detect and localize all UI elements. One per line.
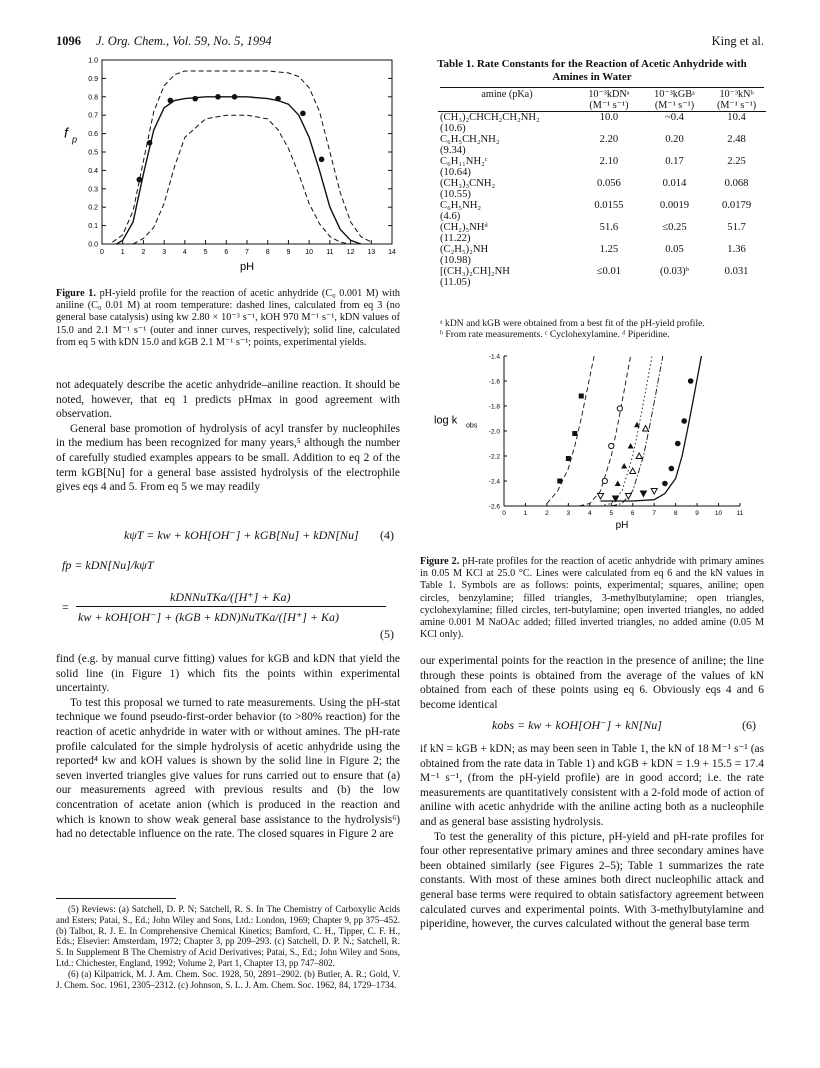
data-point-square [557,479,562,484]
table-cell-pka: (4.6) [440,211,461,222]
series-line-solid [117,97,361,244]
equation-6-number: (6) [742,718,756,732]
data-point-filled-circle [681,418,687,424]
data-point [168,98,174,104]
table-1-title: Table 1. Rate Constants for the Reaction of Acetic Anhydride with Amines in Water [437,58,747,83]
table-cell-empty [576,233,642,244]
x-tick-label: 11 [736,510,744,517]
table-cell-amine: C₆H₅NH₂ [440,200,482,211]
table-row-pka [438,211,766,222]
table-cell-kdn: 1.25 [599,244,619,255]
data-point-filled-circle [669,466,675,472]
table-row [438,200,766,211]
table-cell-empty [642,277,707,288]
table-cell-kgb: 0.05 [665,244,684,255]
x-axis-label: pH [239,261,255,273]
paragraph: To test the generality of this picture, pH-yield and pH-rate profiles for four other representative primary amines and three secondary amines have been obtained similarly (see Figures 2–5); Table 1 summarizes the rate constants. With most of these amines both direct nucleophilic attack and general base terms were required to obtain satisfactory agreement between calculated curves and experimental points. With 3-methylbutylamine and piperidine, however, the curves calculated without the general base term [420,830,764,931]
x-tick-label: 13 [367,249,376,256]
equation-6: kobs = kw + kOH[OH⁻] + kN[Nu] [492,718,662,732]
table-row [438,222,766,233]
data-point-inverted-triangle [625,494,631,500]
data-point-square [572,431,577,436]
x-tick-label: 1 [120,249,125,256]
series-line-tert-butylamine [601,356,702,501]
x-tick-label: 4 [588,510,592,517]
x-tick-label: 12 [346,249,355,256]
data-point-inverted-triangle [640,491,646,497]
data-point [147,140,153,146]
table-cell-empty [707,233,766,244]
paragraph: if kN = kGB + kDN; as may been seen in Table 1, the kN of 18 M⁻¹ s⁻¹ (as obtained from the rate data in Table 1) and kGB + kDN = 1.9 + 15.5 = 17.4 M⁻¹ s⁻¹, (from the pH-yield profile) are in good accord; i.e. the rate measurements are quantitatively consistent with a 2-fold mode of action of aniline with acetic anhydride with the aniline acting both as a nucleophile and as general base assisting hydrolysis. [420,743,764,828]
right-column-upper [420,654,764,712]
table-cell-empty [642,189,707,200]
reference-5: (5) Reviews: (a) Satchell, D. P. N; Satchell, R. S. In The Chemistry of Carboxylic Acids and Esters; Patai, S., Ed.; John Wiley and Sons, Ltd.: London, 1969; Chapter 9, pp 375–452. (b) Talbot, R. J. E. In Comprehensive Chemical Kinetics; Bamford, C. H., Tipper, C. F. H., Eds.; Elsevier: Amsterdam, 1972; Chapter 3, pp 209–293. (c) Satchell, D. P. N.; Satchell, R. S. In Supplement B The Chemistry of Acid Derivatives; Patai, S., Ed.; John Wiley and Sons, Ltd.: Chichester, England, 1992; Volume 2, Part 1, Chapter 13, pp 747–802. [56,904,400,968]
x-tick-label: 11 [326,249,334,256]
data-point [275,96,281,102]
data-point-inverted-triangle [598,494,604,500]
y-tick-label: 0.3 [88,186,98,194]
x-tick-label: 10 [714,510,723,517]
fraction-bar [76,606,386,607]
table-row-pka [438,167,766,178]
table-cell-empty [576,255,642,266]
table-cell-pka: (11.22) [440,233,471,244]
equation-5-numerator: kDNNuTKa/([H⁺] + Ka) [170,590,291,604]
table-cell-empty [707,167,766,178]
table-cell-empty [576,189,642,200]
data-point-square [566,456,571,461]
table-cell-empty [642,123,707,134]
x-tick-label: 7 [245,249,249,256]
data-point-open-triangle [636,453,642,459]
paragraph: not adequately describe the acetic anhydride–aniline reaction. It should be noted, however, that eq 1 predicts pHmax in good agreement with observation. [56,379,400,421]
x-tick-label: 2 [141,249,146,256]
table-cell-empty [642,145,707,156]
table-cell-kgb: (0.03)ᵇ [660,266,689,277]
table-cell-kn: 2.48 [727,134,746,145]
table-cell-kgb: 0.20 [665,134,684,145]
table-footnote-a: ᵃ kDN and kGB were obtained from a best fit of the pH-yield profile. [440,318,705,329]
table-cell-empty [707,211,766,222]
y-axis-label: log k [434,414,458,427]
table-1-footnotes [440,318,766,341]
table-row-pka [438,277,766,288]
y-tick-label: -2.6 [488,503,500,511]
paragraph: our experimental points for the reaction in the presence of aniline; the line through these points is obtained from the average of the values of kN obtained from each of these points using eq 6. Obviously eqs 4 and 6 become identical [420,655,764,711]
y-tick-label: 0.6 [88,131,98,139]
series-line-dashed-inner [133,115,351,244]
journal-citation: J. Org. Chem., Vol. 59, No. 5, 1994 [96,34,272,48]
table-header: 10⁻³kGBᵃ (M⁻¹ s⁻¹) [642,89,707,112]
data-point [136,177,142,183]
table-cell-kdn: 0.056 [597,178,621,189]
y-axis-label-sub: p [72,134,78,145]
table-header-row [438,89,766,112]
footnote-rule [56,898,176,899]
paragraph: General base promotion of hydrolysis of acyl transfer by nucleophiles in the medium has been recognized for many years,⁵ although the number of carefully studied examples appears to be small. Addition to eq 2 of the term kGB[Nu] for a general base assisted hydrolysis of the electrophile gives eqs 4 and 5. From eq 5 we may readily [56,422,400,494]
table-cell-pka: (10.64) [440,167,471,178]
x-tick-label: 8 [673,510,678,517]
table-cell-empty [707,255,766,266]
table-cell-empty [642,167,707,178]
table-cell-amine: (CH₃)₂CHCH₂CH₂NH₂ [440,112,540,123]
x-tick-label: 2 [545,510,549,517]
data-point [300,111,306,117]
data-point [319,157,325,163]
y-tick-label: 0.7 [88,112,98,120]
table-row-pka [438,145,766,156]
x-tick-label: 6 [224,249,229,256]
running-authors: King et al. [711,34,764,48]
y-tick-label: 0.0 [88,241,98,249]
table-cell-kgb: 0.0019 [659,200,690,211]
y-tick-label: 0.5 [88,149,98,157]
table-row-pka [438,233,766,244]
table-cell-kn: 0.0179 [721,200,752,211]
reference-6: (6) (a) Kilpatrick, M. J. Am. Chem. Soc. 1928, 50, 2891–2902. (b) Butler, A. R.; Gold, V. J. Chem. Soc. 1961, 2305–2312. (c) Johnson, S. L. J. Am. Chem. Soc. 1962, 84, 1729–1734. [56,968,400,990]
y-tick-label: -2.0 [488,428,500,436]
table-cell-kdn: 0.0155 [594,200,624,211]
equation-5-denominator: kw + kOH[OH⁻] + (kGB + kDN)NuTKa/([H⁺] + Ka) [78,610,340,624]
table-footnote-b: ᵇ From rate measurements. ᶜ Cyclohexylamine. ᵈ Piperidine. [440,329,670,341]
table-cell-empty [707,277,766,288]
x-tick-label: 0 [100,249,104,256]
table-cell-kdn: 2.10 [599,156,619,167]
table-cell-pka: (10.98) [440,255,471,266]
data-point-square [579,394,584,399]
table-cell-empty [576,211,642,222]
x-tick-label: 0 [502,510,506,517]
paragraph: find (e.g. by manual curve fitting) values for kGB and kDN that yield the solid line (in Figure 1) which fits the points within experimental uncertainty. [56,653,400,695]
table-cell-kn: 1.36 [727,244,746,255]
data-point-filled-circle [662,481,668,487]
table-row [438,112,766,124]
x-tick-label: 5 [203,249,208,256]
figure-1-chart [56,54,406,286]
equation-5-equals: = [62,600,69,614]
table-cell-pka: (10.6) [440,123,466,134]
data-point-filled-triangle [621,463,627,469]
table-row [438,156,766,167]
y-tick-label: 0.1 [88,223,98,231]
figure-2-caption-text: pH-rate profiles for the reaction of acetic anhydride with primary amines in 0.05 M KCl at 25.0 °C. Lines were calculated from eq 6 and the kN values in Table 1. Symbols are as follows: points, experimental; squares, aniline; open circles, benzylamine; filled triangles, 3-methylbutylamine; open triangles, cyclohexylamine; filled circles, tert-butylamine; open inverted triangles, no added amine 0.001 M NaOAc added; filled inverted triangles, no added amine (0.05 M KCl only). [420,556,764,641]
table-cell-amine: (CH₂)₅NHᵈ [440,222,488,233]
equation-5-fp: fp = kDN[Nu]/kψT [62,558,154,572]
y-tick-label: 0.9 [88,75,98,83]
table-cell-empty [642,255,707,266]
data-point-filled-triangle [628,443,634,449]
x-tick-label: 9 [286,249,291,256]
equation-4-number: (4) [380,528,394,542]
figure-1-caption [56,288,400,349]
table-cell-kgb: ~0.4 [664,112,684,123]
x-tick-label: 10 [305,249,314,256]
y-axis-label: f [64,124,68,141]
table-cell-empty [576,167,642,178]
table-cell-amine: C₆H₅CH₂NH₂ [440,134,500,145]
y-tick-label: -1.8 [488,403,500,411]
equation-4: kψT = kw + kOH[OH⁻] + kGB[Nu] + kDN[Nu] [124,528,359,542]
x-tick-label: 7 [652,510,656,517]
y-tick-label: 0.4 [88,167,98,175]
table-row-pka [438,123,766,134]
table-cell-kn: 0.068 [724,178,749,189]
table-cell-empty [642,233,707,244]
table-cell-pka: (9.34) [440,145,466,156]
data-point [192,96,198,102]
figure-2-caption [420,556,764,641]
references [56,904,400,990]
table-cell-empty [707,189,766,200]
table-cell-kdn: 2.20 [599,134,619,145]
x-tick-label: 14 [388,249,396,256]
data-point-open-triangle [630,468,636,474]
table-cell-kdn: 51.6 [599,222,619,233]
figure-1-caption-label: Figure 1. [56,288,96,299]
table-row-pka [438,255,766,266]
y-tick-label: -2.2 [488,453,500,461]
x-tick-label: 4 [182,249,187,256]
table-cell-empty [576,123,642,134]
table-cell-empty [707,145,766,156]
table-cell-kn: 0.031 [724,266,749,277]
table-cell-amine: [(CH₃)₂CH]₂NH [440,266,510,277]
table-row [438,178,766,189]
series-line-aniline [547,356,594,504]
table-header: amine (pKa) [438,89,576,112]
table-1 [438,89,766,288]
table-cell-empty [642,211,707,222]
y-axis-label-sub: obs [466,422,478,430]
data-point-open-triangle [643,426,649,432]
table-cell-amine: (CH₃)₃CNH₂ [440,178,496,189]
x-tick-label: 5 [609,510,614,517]
data-point [215,94,221,100]
figure-1-caption-text: pH-yield profile for the reaction of acetic anhydride (C₀ 0.001 M) with aniline (C₀ 0.01 M) at room temperature: dashed lines, calculated from eq 3 (no general base catalysis) using kw 2.80 × 10⁻³ s⁻¹, kOH 970 M⁻¹ s⁻¹, kDN values of 15.0 and 2.1 M⁻¹ s⁻¹ (outer and inner curves, respectively); solid line, calculated from eq 5 with kDN 15.0 and kGB 2.1 M⁻¹ s⁻¹; points, experimental yields. [56,288,400,348]
data-point-filled-circle [675,441,681,447]
left-column-lower [56,652,400,842]
table-row [438,134,766,145]
table-rule-top [440,87,764,88]
x-tick-label: 3 [162,249,167,256]
left-column-upper [56,378,400,495]
data-point-inverted-triangle [651,489,657,495]
table-header: 10⁻³kNᵇ (M⁻¹ s⁻¹) [707,89,766,112]
data-point-filled-circle [688,378,694,384]
table-cell-kn: 51.7 [727,222,746,233]
table-cell-kgb: 0.17 [665,156,684,167]
x-tick-label: 3 [566,510,571,517]
y-tick-label: 1.0 [88,57,98,65]
table-cell-kn: 10.4 [727,112,746,123]
table-cell-pka: (10.55) [440,189,471,200]
x-tick-label: 8 [265,249,270,256]
right-column-lower [420,742,764,932]
x-axis-label: pH [615,520,629,531]
table-cell-empty [707,123,766,134]
table-cell-amine: (C₂H₅)₂NH [440,244,489,255]
x-tick-label: 1 [523,510,528,517]
y-tick-label: 0.2 [88,204,98,212]
table-cell-kn: 2.25 [727,156,746,167]
table-cell-kdn: 10.0 [599,112,619,123]
data-point-open-circle [609,443,614,448]
figure-2-caption-label: Figure 2. [420,556,460,567]
table-cell-kgb: 0.014 [662,178,687,189]
data-point-open-circle [602,478,607,483]
data-point-filled-triangle [615,481,621,487]
table-row [438,266,766,277]
table-cell-pka: (11.05) [440,277,471,288]
y-tick-label: -1.4 [488,353,500,361]
table-cell-amine: C₆H₁₁NH₂ᶜ [440,156,488,167]
data-point-open-circle [617,406,622,411]
table-header: 10⁻³kDNᵃ (M⁻¹ s⁻¹) [576,89,642,112]
data-point [232,94,238,100]
page-number: 1096 [56,34,81,48]
equation-5-number: (5) [380,627,394,641]
y-tick-label: 0.8 [88,94,98,102]
table-cell-kdn: ≤0.01 [596,266,622,277]
x-tick-label: 9 [695,510,699,517]
table-row [438,244,766,255]
paragraph: To test this proposal we turned to rate measurements. Using the pH-stat technique we found pseudo-first-order behavior (to >80% reaction) for the reaction of acetic anhydride in water with or without amines. The pH-rate profile calculated for the simple hydrolysis of acetic anhydride using the reported⁴ kw and kOH values is shown by the solid line in Figure 2; the seven inverted triangles give values for runs carried out to ensure that (a) our measurements agreed with previous results and (b) the low concentration of acetate anion (which is produced in the reaction and which is known to show weak general base assistance to the hydrolysis⁶) had no detectable influence on the rate. The closed squares in Figure 2 are [56,696,400,841]
figure-2-chart [420,350,770,550]
x-tick-label: 6 [630,510,635,517]
table-cell-empty [576,145,642,156]
table-row-pka [438,189,766,200]
y-tick-label: -1.6 [488,378,500,386]
table-cell-kgb: ≤0.25 [662,222,687,233]
table-cell-empty [576,277,642,288]
y-tick-label: -2.4 [488,478,500,486]
